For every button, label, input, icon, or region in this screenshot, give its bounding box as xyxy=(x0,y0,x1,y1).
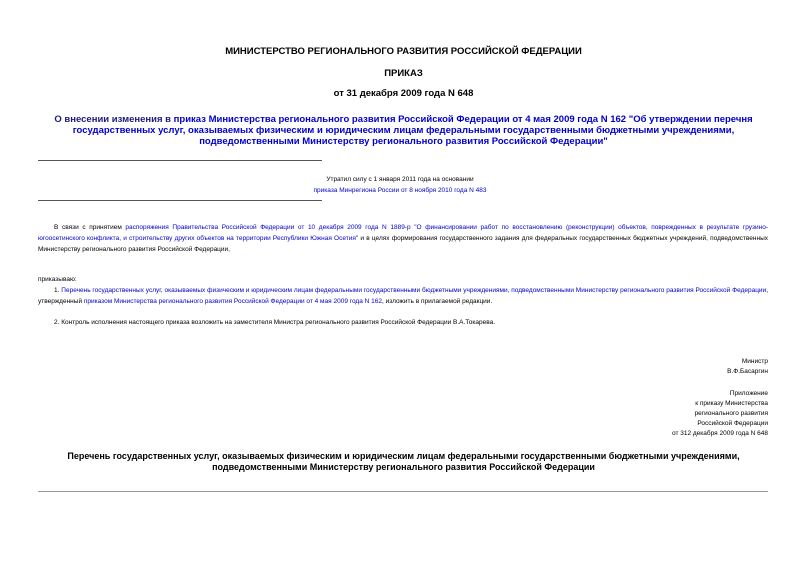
item-1-number: 1. xyxy=(54,287,62,294)
appendix-line-2: к приказу Министерства xyxy=(695,400,768,407)
divider-top xyxy=(38,160,322,161)
title-link[interactable]: приказ Министерства регионального развития Российской Федерации от 4 мая 2009 года N 162 "Об утверждении перечня государственных услуг, оказываемых физическим и юридическим лицам федеральными государственными бюджетными учреждениями, подведомственными Министерству регионального развития Российской Федерации" xyxy=(72,114,753,147)
doc-type-heading: ПРИКАЗ xyxy=(384,68,423,79)
item-1-link-list[interactable]: Перечень государственных услуг, оказываемых физическим и юридическим лицам федеральными государственными бюджетными учреждениями, подведомственными Министерству регионального развития Российской Федерации xyxy=(61,287,767,294)
paragraph-preamble xyxy=(38,222,768,255)
appendix-block xyxy=(672,389,768,439)
appendix-line-3: регионального развития xyxy=(694,410,768,417)
signature-name: В.Ф.Басаргин xyxy=(727,368,768,375)
appendix-line-5: от 312 декабря 2009 года N 648 xyxy=(671,430,768,437)
preamble-link[interactable]: распоряжения Правительства Российской Федерации от 10 декабря 2009 года N 1889-р "О финансировании работ по восстановлению (реконструкции) объектов, поврежденных в результате грузино-югоосетинского конфликта, и строительству других объектов на территории Республики Южная Осетия" xyxy=(38,224,769,242)
divider-bottom xyxy=(38,200,322,201)
signature-position: Министр xyxy=(741,358,768,365)
item-1-suffix: , изложить в прилагаемой редакции. xyxy=(382,298,493,305)
item-1-mid: , утвержденный xyxy=(38,287,769,305)
order-word: приказываю: xyxy=(38,276,77,283)
repeal-note-line1: Утратил силу с 1 января 2011 года на основании xyxy=(326,176,474,183)
preamble-prefix: В связи с принятием xyxy=(54,224,126,231)
paragraph-item-1 xyxy=(38,285,768,307)
document-title xyxy=(45,114,762,147)
appendix-line-1: Приложение xyxy=(729,390,768,397)
list-title: Перечень государственных услуг, оказываемых физическим и юридическим лицам федеральными государственными бюджетными учреждениями, подведомственными Министерству регионального развития Российской Федерации xyxy=(67,451,740,472)
appendix-line-4: Российской Федерации xyxy=(697,420,768,427)
paragraph-item-2: 2. Контроль исполнения настоящего приказа возложить на заместителя Министра регионального развития Российской Федерации В.А.Токарева. xyxy=(54,319,496,326)
doc-date-number: от 31 декабря 2009 года N 648 xyxy=(333,88,474,99)
preamble-suffix: и в целях формирования государственного задания для федеральных государственных бюджетных учреждений, подведомственных Министерству регионального развития Российской Федерации, xyxy=(38,235,768,253)
repeal-note-link[interactable]: приказа Минрегиона России от 8 ноября 2010 года N 483 xyxy=(313,187,487,194)
signature-block xyxy=(727,357,768,377)
title-prefix: О внесении изменения в xyxy=(54,114,174,125)
ministry-heading: МИНИСТЕРСТВО РЕГИОНАЛЬНОГО РАЗВИТИЯ РОССИЙСКОЙ ФЕДЕРАЦИИ xyxy=(225,46,582,57)
footer-divider xyxy=(38,491,768,492)
item-1-link-order[interactable]: приказом Министерства регионального развития Российской Федерации от 4 мая 2009 года N 162 xyxy=(83,298,382,305)
